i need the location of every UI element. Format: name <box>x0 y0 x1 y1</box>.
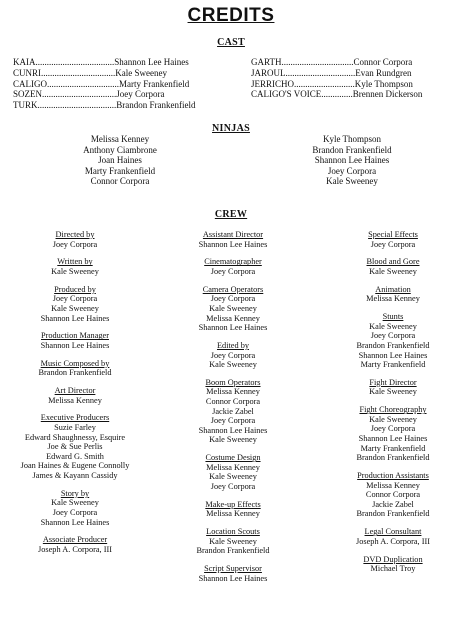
cast-entry: SOZEN.................................Joey Corpora <box>13 89 165 100</box>
crew-name: Kale Sweeney <box>369 321 417 331</box>
cast-entry: CALIGO................................Marty Frankenfield <box>13 78 190 89</box>
crew-name: Joey Corpora <box>52 294 98 304</box>
crew-name: Kale Sweeney <box>209 303 257 313</box>
crew-name: Joey Corpora <box>210 294 256 304</box>
crew-heading: CREW <box>214 209 248 220</box>
crew-name: Kale Sweeney <box>51 498 99 508</box>
crew-credit <box>10 489 140 527</box>
crew-name: Joan Haines & Eugene Connolly <box>20 461 130 471</box>
ninja-name: Shannon Lee Haines <box>314 155 390 166</box>
crew-role: Associate Producer <box>42 535 108 545</box>
crew-name: Kale Sweeney <box>51 303 99 313</box>
crew-role: Art Director <box>54 386 96 396</box>
crew-name: Shannon Lee Haines <box>358 434 428 444</box>
cast-left-column <box>13 57 195 111</box>
crew-role: Story by <box>60 488 90 498</box>
crew-name: Shannon Lee Haines <box>198 573 268 583</box>
crew-role: Music Composed by <box>40 358 110 368</box>
crew-name: Joey Corpora <box>52 239 98 249</box>
cast-entry: KAIA...................................Shannon Lee Haines <box>13 57 189 67</box>
crew-credit <box>168 341 298 370</box>
crew-name: Melissa Kenney <box>48 395 102 405</box>
crew-credit <box>168 378 298 445</box>
crew-role: Executive Producers <box>40 413 110 423</box>
crew-name: Shannon Lee Haines <box>40 340 110 350</box>
crew-credit <box>328 527 458 546</box>
ninjas-heading: NINJAS <box>212 123 250 134</box>
crew-role: Produced by <box>54 284 96 294</box>
cast-right-column <box>251 57 422 100</box>
crew-name: Melissa Kenney <box>366 480 420 490</box>
crew-role: DVD Duplication <box>363 554 423 564</box>
crew-role: Stunts <box>382 312 404 322</box>
ninja-name: Anthony Ciambrone <box>83 144 157 155</box>
ninja-name: Joey Corpora <box>327 165 377 176</box>
crew-name: Joey Corpora <box>370 331 416 341</box>
crew-role: Make-up Effects <box>205 499 261 509</box>
crew-credit <box>168 564 298 583</box>
crew-role: Directed by <box>55 230 95 239</box>
crew-name: Edward G. Smith <box>46 451 104 461</box>
crew-credit <box>328 257 458 276</box>
crew-name: Joey Corpora <box>370 239 416 249</box>
cast-entry: GARTH................................Connor Corpora <box>251 57 413 67</box>
cast-entry: CALIGO'S VOICE..............Brennen Dickerson <box>251 89 423 100</box>
ninja-name: Brandon Frankenfield <box>312 144 392 155</box>
crew-name: Joe & Sue Perlis <box>47 442 103 452</box>
crew-credit <box>10 257 140 276</box>
crew-credit <box>168 257 298 276</box>
crew-credit <box>10 359 140 378</box>
crew-role: Cinematographer <box>204 257 262 267</box>
ninja-name: Kyle Thompson <box>322 134 382 144</box>
crew-name: Kale Sweeney <box>369 414 417 424</box>
crew-credit <box>10 535 140 554</box>
crew-name: Marty Frankenfield <box>360 360 426 370</box>
crew-name: Jackie Zabel <box>212 406 254 416</box>
crew-name: Jackie Zabel <box>372 499 414 509</box>
crew-name: Brandon Frankenfield <box>356 340 430 350</box>
crew-credit <box>10 230 140 249</box>
crew-name: Shannon Lee Haines <box>198 323 268 333</box>
crew-credit <box>10 386 140 405</box>
crew-name: Suzie Farley <box>54 423 96 433</box>
crew-name: Joey Corpora <box>52 507 98 517</box>
crew-name: Melissa Kenney <box>206 462 260 472</box>
crew-credit <box>328 555 458 574</box>
crew-name: Shannon Lee Haines <box>40 517 110 527</box>
crew-name: Joey Corpora <box>210 416 256 426</box>
crew-credit <box>168 285 298 333</box>
crew-credit <box>328 230 458 249</box>
crew-column-1 <box>10 230 140 563</box>
crew-name: Melissa Kenney <box>206 313 260 323</box>
crew-name: Shannon Lee Haines <box>358 350 428 360</box>
crew-role: Blood and Gore <box>366 257 420 267</box>
crew-role: Camera Operators <box>202 284 264 294</box>
crew-name: James & Kayann Cassidy <box>32 471 118 480</box>
crew-name: Joey Corpora <box>370 424 416 434</box>
crew-column-3 <box>328 230 458 582</box>
crew-name: Melissa Kenney <box>206 387 260 397</box>
cast-entry: TURK...................................Brandon Frankenfield <box>13 100 196 111</box>
cast-entry: JERRICHO...........................Kyle Thompson <box>251 78 413 89</box>
crew-role: Assistant Director <box>202 230 264 239</box>
ninjas-right-column <box>292 134 412 187</box>
crew-name: Kale Sweeney <box>209 435 257 445</box>
crew-credit <box>168 527 298 556</box>
crew-credit <box>328 378 458 397</box>
crew-column-2 <box>168 230 298 592</box>
crew-name: Joseph A. Corpora, III <box>38 544 112 554</box>
crew-role: Fight Director <box>369 377 417 387</box>
crew-credit <box>10 331 140 350</box>
cast-entry: CUNRI.................................Kale Sweeney <box>13 67 167 78</box>
crew-name: Shannon Lee Haines <box>198 425 268 435</box>
crew-credit <box>10 413 140 480</box>
crew-credit <box>168 230 298 249</box>
crew-name: Kale Sweeney <box>369 387 417 397</box>
crew-name: Kale Sweeney <box>209 360 257 370</box>
crew-credit <box>328 471 458 519</box>
crew-name: Brandon Frankenfield <box>38 368 112 378</box>
crew-role: Written by <box>57 257 93 267</box>
crew-credit <box>168 500 298 519</box>
cast-heading: CAST <box>217 37 245 48</box>
crew-role: Production Assistants <box>357 471 429 480</box>
crew-role: Boom Operators <box>205 377 261 387</box>
crew-role: Animation <box>375 284 411 294</box>
crew-credit <box>328 405 458 463</box>
ninjas-left-column <box>60 134 180 187</box>
crew-role: Special Effects <box>368 230 418 239</box>
crew-role: Location Scouts <box>206 527 260 537</box>
crew-name: Kale Sweeney <box>209 472 257 482</box>
crew-name: Edward Shaughnessy, Esquire <box>24 432 126 442</box>
crew-name: Connor Corpora <box>365 490 421 500</box>
crew-name: Melissa Kenney <box>206 509 260 519</box>
crew-name: Joey Corpora <box>210 350 256 360</box>
crew-name: Kale Sweeney <box>369 266 417 276</box>
credits-title: CREDITS <box>187 5 275 26</box>
ninja-name: Marty Frankenfield <box>84 165 156 176</box>
crew-name: Shannon Lee Haines <box>198 239 268 249</box>
crew-name: Joey Corpora <box>210 482 256 491</box>
ninja-name: Kale Sweeney <box>326 176 378 187</box>
ninja-name: Connor Corpora <box>90 176 150 187</box>
crew-name: Michael Troy <box>370 564 416 574</box>
crew-role: Script Supervisor <box>204 564 262 574</box>
crew-name: Kale Sweeney <box>209 536 257 546</box>
crew-name: Joseph A. Corpora, III <box>356 536 430 546</box>
crew-name: Kale Sweeney <box>51 266 99 276</box>
crew-name: Brandon Frankenfield <box>196 546 270 556</box>
ninja-name: Melissa Kenney <box>90 134 150 144</box>
crew-credit <box>10 285 140 323</box>
crew-name: Connor Corpora <box>205 397 261 407</box>
crew-credit <box>328 312 458 370</box>
crew-name: Shannon Lee Haines <box>40 313 110 323</box>
crew-name: Marty Frankenfield <box>360 443 426 453</box>
crew-name: Joey Corpora <box>210 266 256 276</box>
ninja-name: Joan Haines <box>98 155 142 166</box>
crew-role: Legal Consultant <box>364 527 422 537</box>
crew-credit <box>168 453 298 491</box>
crew-name: Brandon Frankenfield <box>356 509 430 519</box>
crew-name: Melissa Kenney <box>366 294 420 304</box>
crew-name: Brandon Frankenfield <box>356 453 430 463</box>
crew-role: Fight Choreography <box>359 405 427 415</box>
crew-role: Edited by <box>216 340 250 350</box>
crew-role: Production Manager <box>41 331 109 341</box>
crew-credit <box>328 285 458 304</box>
cast-entry: JAROUL...............................Evan Rundgren <box>251 67 412 78</box>
crew-role: Costume Design <box>205 453 261 463</box>
